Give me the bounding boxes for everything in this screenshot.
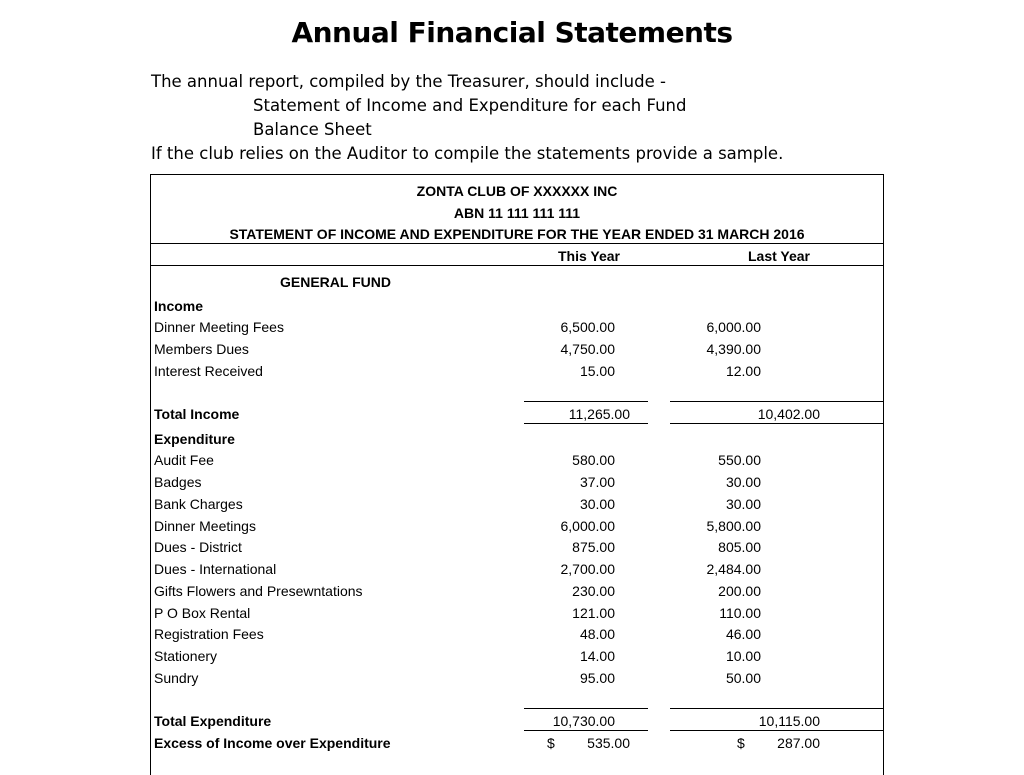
last-year-value: 110.00 — [719, 605, 761, 621]
total-rule — [670, 423, 883, 424]
last-year-value: 10,402.00 — [757, 406, 820, 422]
last-year-value: 10.00 — [725, 648, 761, 664]
last-year-value: 6,000.00 — [706, 319, 761, 335]
fund-name: GENERAL FUND — [280, 274, 391, 290]
total-rule — [670, 730, 883, 731]
this-year-value: 875.00 — [572, 539, 615, 555]
this-year-value: 121.00 — [572, 605, 615, 621]
this-year-value: 95.00 — [579, 670, 615, 686]
this-year-value: 4,750.00 — [560, 341, 615, 357]
last-year-value: 4,390.00 — [706, 341, 761, 357]
this-year-value: 230.00 — [572, 583, 615, 599]
income-section-label: Income — [154, 298, 204, 314]
row-label: Dues - District — [154, 539, 242, 555]
row-label: Registration Fees — [154, 626, 264, 642]
this-year-value: 37.00 — [579, 474, 615, 490]
last-year-value: 30.00 — [725, 474, 761, 490]
row-label: Audit Fee — [154, 452, 214, 468]
this-year-value: 14.00 — [579, 648, 615, 664]
this-year-value: 535.00 — [587, 735, 630, 751]
row-label: Total Income — [154, 406, 240, 422]
total-rule — [670, 708, 883, 709]
column-header-last-year: Last Year — [747, 248, 810, 264]
row-label: Sundry — [154, 670, 199, 686]
last-year-value: 46.00 — [725, 626, 761, 642]
row-label: Interest Received — [154, 363, 263, 379]
intro-item-income-statement: Statement of Income and Expenditure for each Fund — [253, 96, 687, 115]
page-title: Annual Financial Statements — [291, 16, 733, 49]
row-label: Badges — [154, 474, 202, 490]
column-header-this-year: This Year — [557, 248, 620, 264]
row-label: Members Dues — [154, 341, 249, 357]
last-year-value: 287.00 — [777, 735, 820, 751]
last-year-value: 50.00 — [725, 670, 761, 686]
row-label: Bank Charges — [154, 496, 243, 512]
total-rule — [524, 708, 648, 709]
this-year-value: 6,000.00 — [560, 518, 615, 534]
this-year-value: 580.00 — [572, 452, 615, 468]
row-label: Gifts Flowers and Presewntations — [154, 583, 363, 599]
row-label: Excess of Income over Expenditure — [154, 735, 391, 751]
row-label: Dinner Meetings — [154, 518, 256, 534]
last-year-value: 200.00 — [718, 583, 761, 599]
total-rule — [524, 423, 648, 424]
total-rule — [524, 730, 648, 731]
row-label: Total Expenditure — [154, 713, 272, 729]
this-year-value: 11,265.00 — [568, 406, 630, 422]
last-year-value: 10,115.00 — [758, 713, 820, 729]
currency-symbol: $ — [547, 735, 555, 751]
this-year-value: 30.00 — [579, 496, 615, 512]
total-rule — [670, 401, 883, 402]
club-name: ZONTA CLUB OF XXXXXX INC — [416, 183, 618, 199]
divider — [151, 243, 883, 244]
row-label: Dinner Meeting Fees — [154, 319, 284, 335]
last-year-value: 30.00 — [725, 496, 761, 512]
this-year-value: 6,500.00 — [560, 319, 615, 335]
last-year-value: 2,484.00 — [706, 561, 761, 577]
row-label: Stationery — [154, 648, 218, 664]
intro-line-4: If the club relies on the Auditor to compile the statements provide a sample. — [151, 144, 784, 163]
statement-heading: STATEMENT OF INCOME AND EXPENDITURE FOR THE YEAR ENDED 31 MARCH 2016 — [229, 226, 805, 242]
this-year-value: 10,730.00 — [552, 713, 615, 729]
last-year-value: 805.00 — [718, 539, 761, 555]
income-expenditure-statement — [150, 174, 884, 775]
intro-item-balance-sheet: Balance Sheet — [253, 120, 372, 139]
last-year-value: 5,800.00 — [706, 518, 761, 534]
this-year-value: 48.00 — [579, 626, 615, 642]
total-rule — [524, 401, 648, 402]
divider — [151, 265, 883, 266]
expenditure-section-label: Expenditure — [154, 431, 235, 447]
this-year-value: 15.00 — [579, 363, 615, 379]
last-year-value: 12.00 — [725, 363, 761, 379]
row-label: P O Box Rental — [154, 605, 251, 621]
abn: ABN 11 111 111 111 — [453, 205, 581, 221]
intro-line-1: The annual report, compiled by the Treasurer, should include - — [151, 72, 666, 91]
row-label: Dues - International — [154, 561, 277, 577]
currency-symbol: $ — [737, 735, 745, 751]
this-year-value: 2,700.00 — [560, 561, 615, 577]
last-year-value: 550.00 — [718, 452, 761, 468]
